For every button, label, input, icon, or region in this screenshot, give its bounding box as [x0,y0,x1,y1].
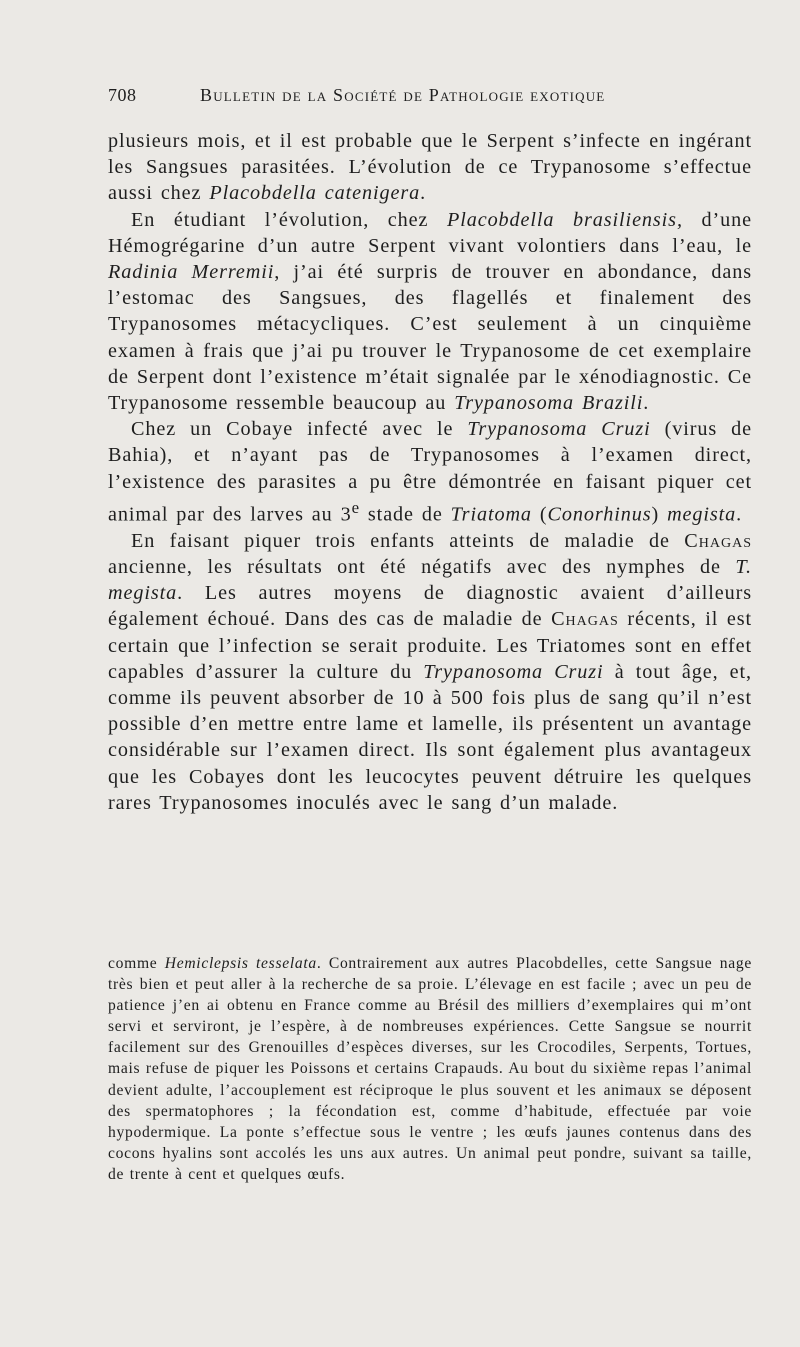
main-text [108,128,752,816]
footnote: comme Hemiclepsis tesselata. Contrairement aux autres Placobdelles, cette Sangsue nage très bien et peut aller à la recherche de sa proie. L’élevage en est facile ; avec un peu de patience j’en ai obtenu en France comme au Brésil des milliers d’exemplaires qui m’ont servi et serviront, je l’espère, à de nombreuses expériences. Cette Sangsue se nourrit facilement sur des Grenouilles d’espèces diverses, sur les Crocodiles, Serpents, Tortues, mais refuse de piquer les Poissons et certains Crapauds. Au bout du sixième repas l’animal devient adulte, l’accouplement est réciproque le plus souvent et les animaux se déposent des spermatophores ; la fécondation est, comme d’habitude, effectuée par voie hypodermique. La ponte s’effectue sous le ventre ; les œufs jaunes contenus dans des cocons hyalins sont accolés les uns aux autres. Un animal peut pondre, suivant sa taille, de trente à cent et quelques œufs. [108,955,752,1183]
paragraph-4: En faisant piquer trois enfants atteints de maladie de Chagas ancienne, les résultats ont été négatifs avec des nymphes de T. megista. Les autres moyens de diagnostic avaient d’ailleurs également échoué. Dans des cas de maladie de Chagas récents, il est certain que l’infection se serait produite. Les Triatomes sont en effet capables d’assurer la culture du Trypanosoma Cruzi à tout âge, et, comme ils peuvent absorber de 10 à 500 fois plus de sang qu’il n’est possible d’en mettre entre lame et lamelle, ils présentent un avantage considérable sur l’examen direct. Ils sont également plus avantageux que les Cobayes dont les leucocytes peuvent détruire les quelques rares Trypanosomes inoculés avec le sang d’un malade. [108,529,752,814]
running-header [108,85,673,109]
page-number: 708 [108,85,137,105]
paragraph-3: Chez un Cobaye infecté avec le Trypanosoma Cruzi (virus de Bahia), et n’ayant pas de Trypanosomes à l’examen direct, l’existence des parasites a pu être démontrée en faisant piquer cet animal par des larves au 3e stade de Triatoma (Conorhinus) megista. [108,418,753,526]
paragraph-2: En étudiant l’évolution, chez Placobdella brasiliensis, d’une Hémogrégarine d’un autre Serpent vivant volontiers dans l’eau, le Radinia Merremii, j’ai été surpris de trouver en abondance, dans l’estomac des Sangsues, des flagellés et finalement des Trypanosomes métacycliques. C’est seulement à un cinquième examen à frais que j’ai pu trouver le Trypanosome de cet exemplaire de Serpent dont l’existence m’était signalée par le xénodiagnostic. Ce Trypanosome ressemble beaucoup au Trypanosoma Brazili. [108,208,752,415]
paragraph-1: plusieurs mois, et il est probable que le Serpent s’infecte en ingérant les Sangsues parasitées. L’évolution de ce Trypanosome s’effectue aussi chez Placobdella catenigera. [108,130,752,205]
journal-title: Bulletin de la Société de Pathologie exotique [200,85,606,105]
